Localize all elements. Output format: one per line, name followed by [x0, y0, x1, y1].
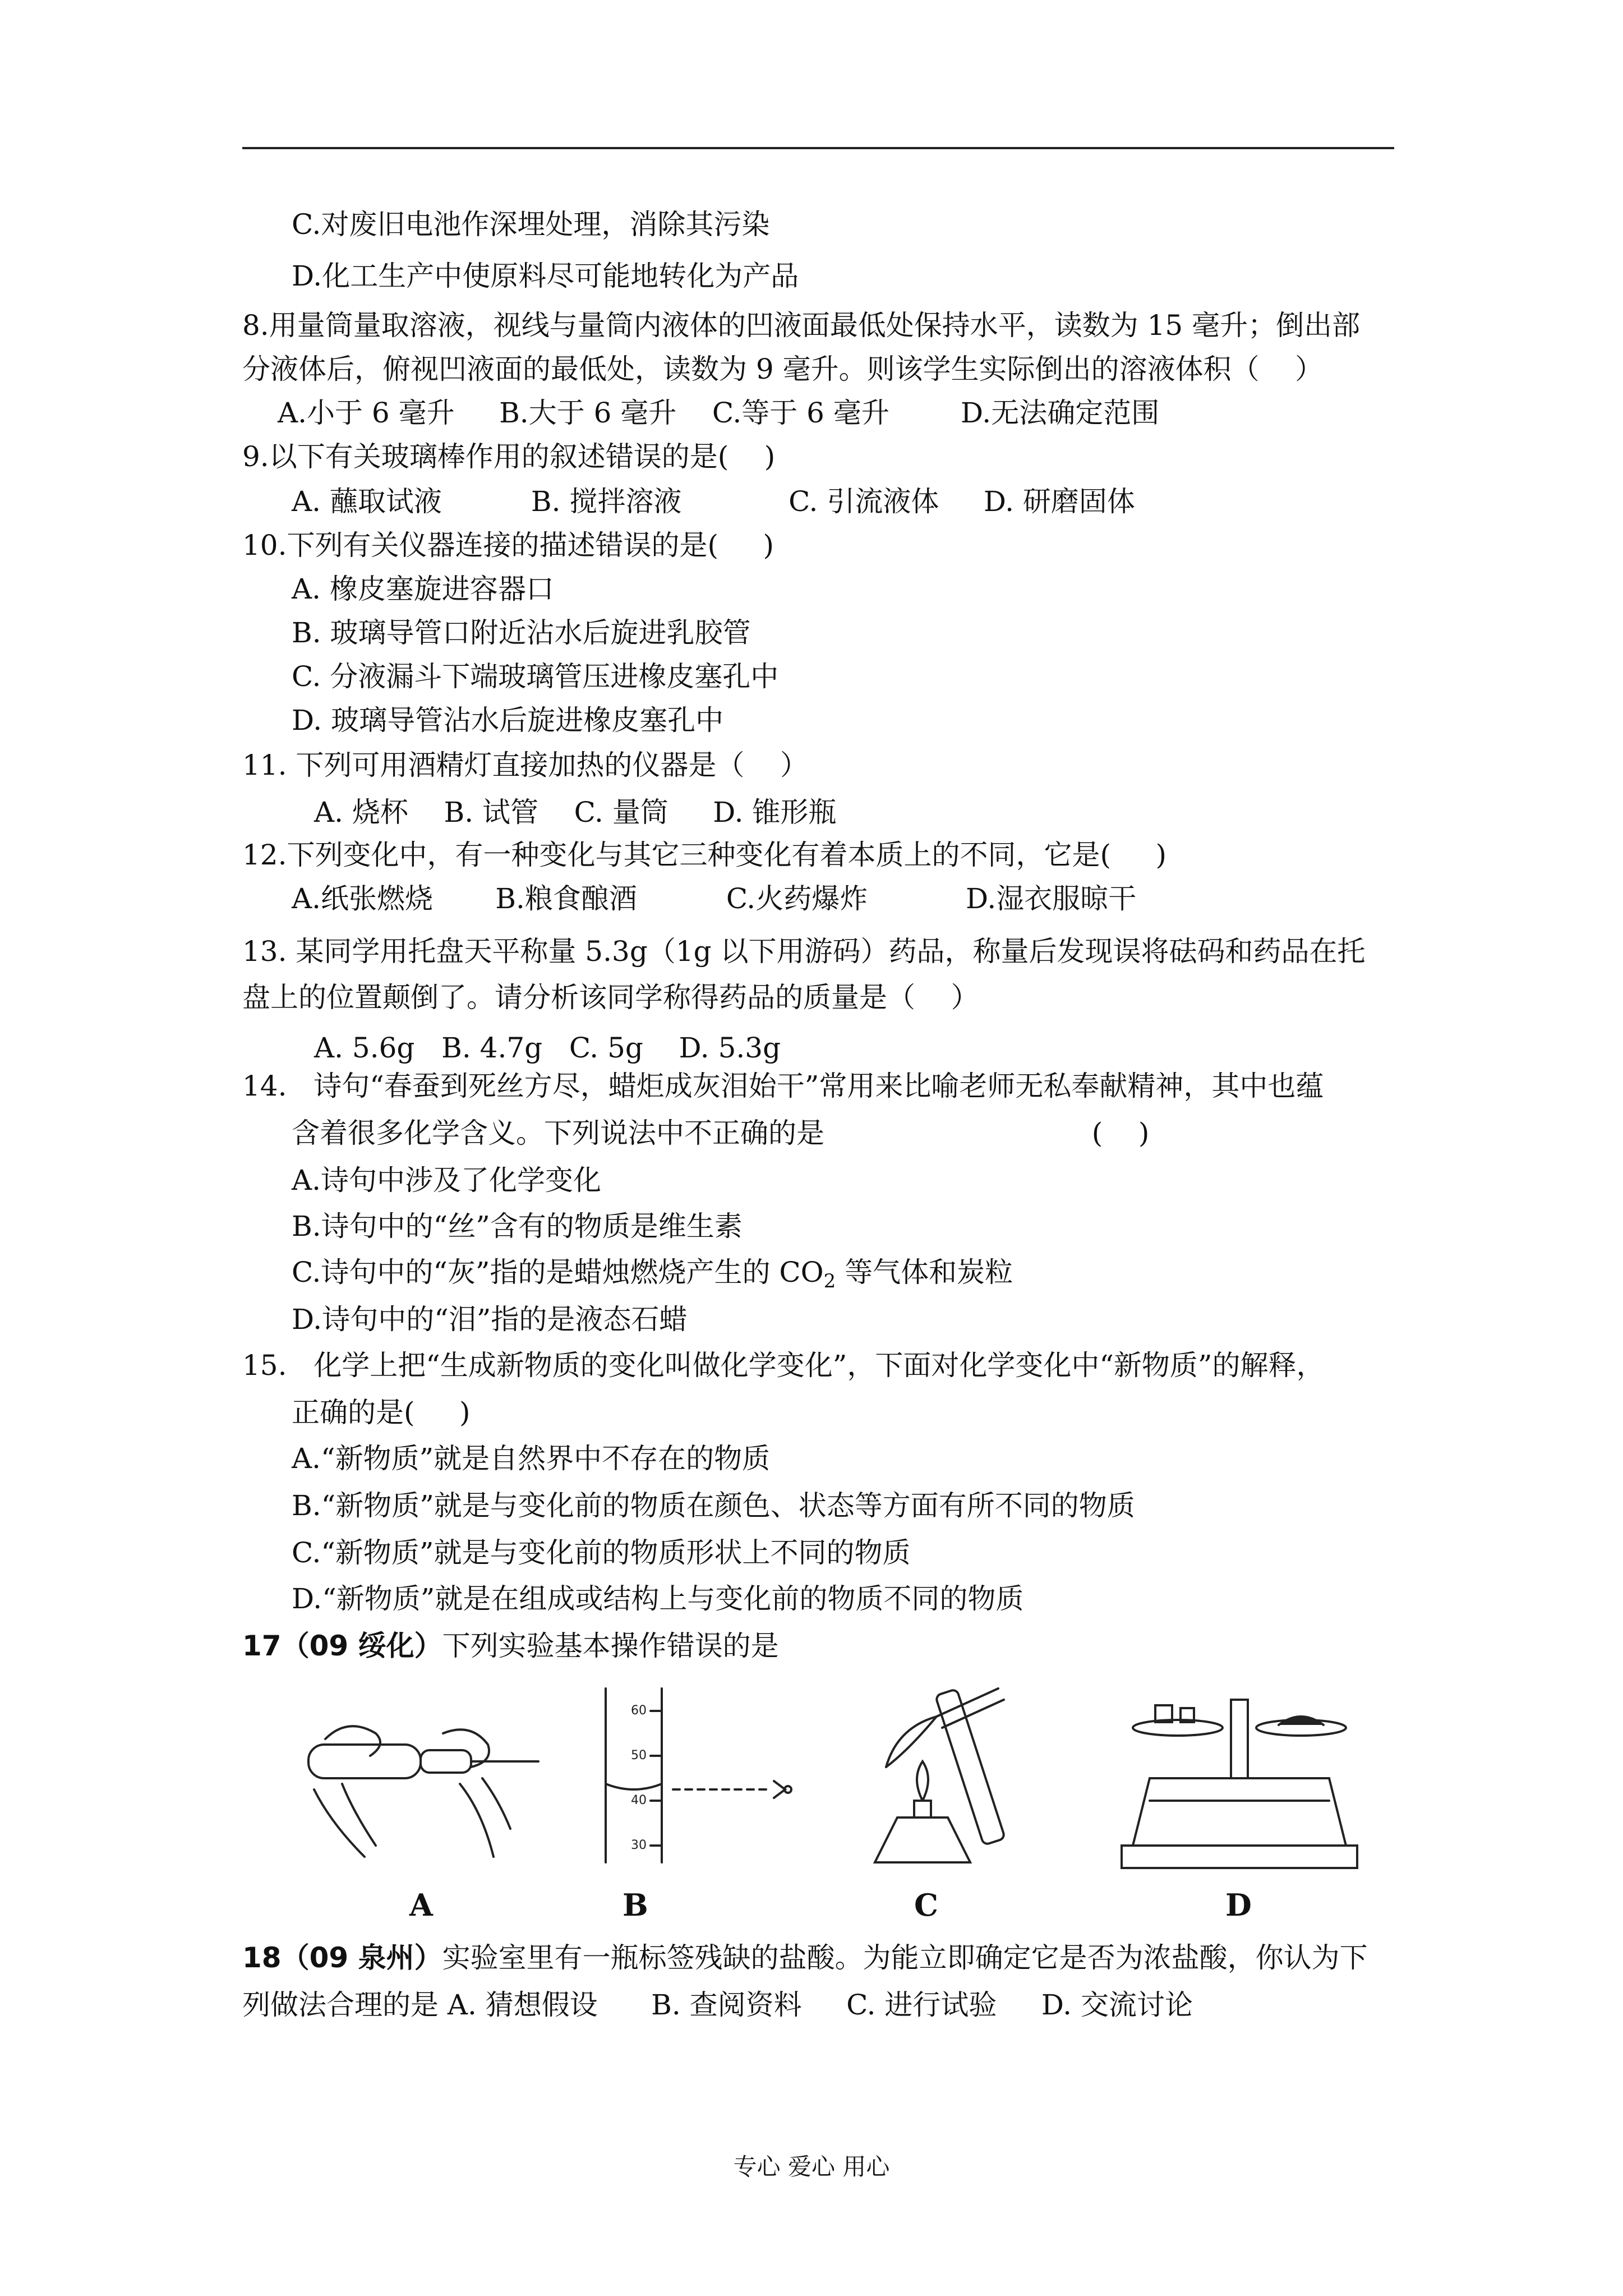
q7-option-c: C.对废旧电池作深埋处理，消除其污染 — [292, 208, 770, 241]
figure-a-hands-icon — [308, 1726, 538, 1857]
q12-options: A.纸张燃烧 B.粮食酿酒 C.火药爆炸 D.湿衣服晾干 — [292, 882, 1137, 915]
q18-source-tag: 18（09 泉州） — [242, 1941, 442, 1974]
co2-subscript: 2 — [823, 1270, 836, 1292]
tick-label: 60 — [631, 1704, 647, 1718]
figure-label-a: A — [409, 1887, 433, 1923]
q11-options: A. 烧杯 B. 试管 C. 量筒 D. 锥形瓶 — [314, 796, 837, 829]
q17-stem — [242, 1629, 779, 1663]
q13-options: A. 5.6g B. 4.7g C. 5g D. 5.3g — [314, 1032, 781, 1064]
q14-option-c-tail: 等气体和炭粒 — [836, 1256, 1013, 1289]
q18-stem-line2: 列做法合理的是 A. 猜想假设 B. 查阅资料 C. 进行试验 D. 交流讨论 — [242, 1989, 1193, 2021]
q14-option-c — [292, 1255, 1013, 1298]
q14-option-d: D.诗句中的“泪”指的是液态石蜡 — [292, 1303, 688, 1336]
q15-option-d: D.“新物质”就是在组成或结构上与变化前的物质不同的物质 — [292, 1582, 1024, 1615]
q10-option-d: D. 玻璃导管沾水后旋进橡皮塞孔中 — [292, 704, 724, 737]
header-rule — [242, 147, 1394, 149]
q13-stem-line1: 13. 某同学用托盘天平称量 5.3g（1g 以下用游码）药品，称量后发现误将砝码和药品在托 — [242, 935, 1366, 968]
tick-label: 30 — [631, 1838, 647, 1852]
q9-options: A. 蘸取试液 B. 搅拌溶液 C. 引流液体 D. 研磨固体 — [292, 485, 1135, 518]
q12-stem: 12.下列变化中，有一种变化与其它三种变化有着本质上的不同，它是( ) — [242, 839, 1166, 871]
page-footer: 专心 爱心 用心 — [733, 2153, 890, 2180]
figure-label-d: D — [1225, 1887, 1252, 1923]
q14-stem-line1: 14. 诗句“春蚕到死丝方尽，蜡炬成灰泪始干”常用来比喻老师无私奉献精神，其中也蕴 — [242, 1070, 1324, 1102]
q18-stem-text: 实验室里有一瓶标签残缺的盐酸。为能立即确定它是否为浓盐酸，你认为下 — [442, 1941, 1368, 1974]
q17-source-tag: 17（09 绥化） — [242, 1630, 442, 1662]
tick-label: 50 — [631, 1749, 647, 1763]
q10-option-a: A. 橡皮塞旋进容器口 — [292, 573, 554, 605]
q17-stem-text: 下列实验基本操作错误的是 — [442, 1630, 779, 1662]
q14-option-c-text: C.诗句中的“灰”指的是蜡烛燃烧产生的 CO — [292, 1256, 824, 1289]
figure-label-c: C — [914, 1887, 938, 1923]
q18-stem-line1 — [242, 1941, 1368, 1975]
q15-stem-line1: 15. 化学上把“生成新物质的变化叫做化学变化”，下面对化学变化中“新物质”的解释， — [242, 1349, 1325, 1382]
q15-option-a: A.“新物质”就是自然界中不存在的物质 — [292, 1442, 771, 1475]
q9-stem: 9.以下有关玻璃棒作用的叙述错误的是( ) — [242, 440, 776, 473]
q10-stem: 10.下列有关仪器连接的描述错误的是( ) — [242, 529, 774, 562]
q8-options: A.小于 6 毫升 B.大于 6 毫升 C.等于 6 毫升 D.无法确定范围 — [278, 397, 1160, 429]
q10-option-c: C. 分液漏斗下端玻璃管压进橡皮塞孔中 — [292, 660, 779, 693]
figure-label-b: B — [623, 1887, 648, 1923]
tick-label: 40 — [631, 1793, 647, 1807]
q15-stem-line2: 正确的是( ) — [292, 1396, 471, 1429]
q13-stem-line2: 盘上的位置颠倒了。请分析该同学称得药品的质量是（ ） — [242, 981, 979, 1014]
q14-option-b: B.诗句中的“丝”含有的物质是维生素 — [292, 1210, 743, 1243]
q8-stem-line1: 8.用量筒量取溶液，视线与量筒内液体的凹液面最低处保持水平，读数为 15 毫升；倒出部 — [242, 309, 1361, 342]
q10-option-b: B. 玻璃导管口附近沾水后旋进乳胶管 — [292, 616, 751, 649]
q17-figure — [292, 1677, 1402, 1924]
figure-c-lamp-icon — [875, 1688, 1005, 1862]
figure-d-balance-icon — [1122, 1700, 1357, 1868]
q11-stem: 11. 下列可用酒精灯直接加热的仪器是（ ） — [242, 749, 808, 781]
q8-stem-line2: 分液体后，俯视凹液面的最低处，读数为 9 毫升。则该学生实际倒出的溶液体积（ ） — [242, 353, 1324, 385]
q14-option-a: A.诗句中涉及了化学变化 — [292, 1164, 602, 1197]
q15-option-b: B.“新物质”就是与变化前的物质在颜色、状态等方面有所不同的物质 — [292, 1489, 1135, 1522]
q15-option-c: C.“新物质”就是与变化前的物质形状上不同的物质 — [292, 1536, 911, 1569]
q14-stem-line2: 含着很多化学含义。下列说法中不正确的是 ( ) — [292, 1117, 1150, 1149]
q7-option-d: D.化工生产中使原料尽可能地转化为产品 — [292, 260, 799, 292]
